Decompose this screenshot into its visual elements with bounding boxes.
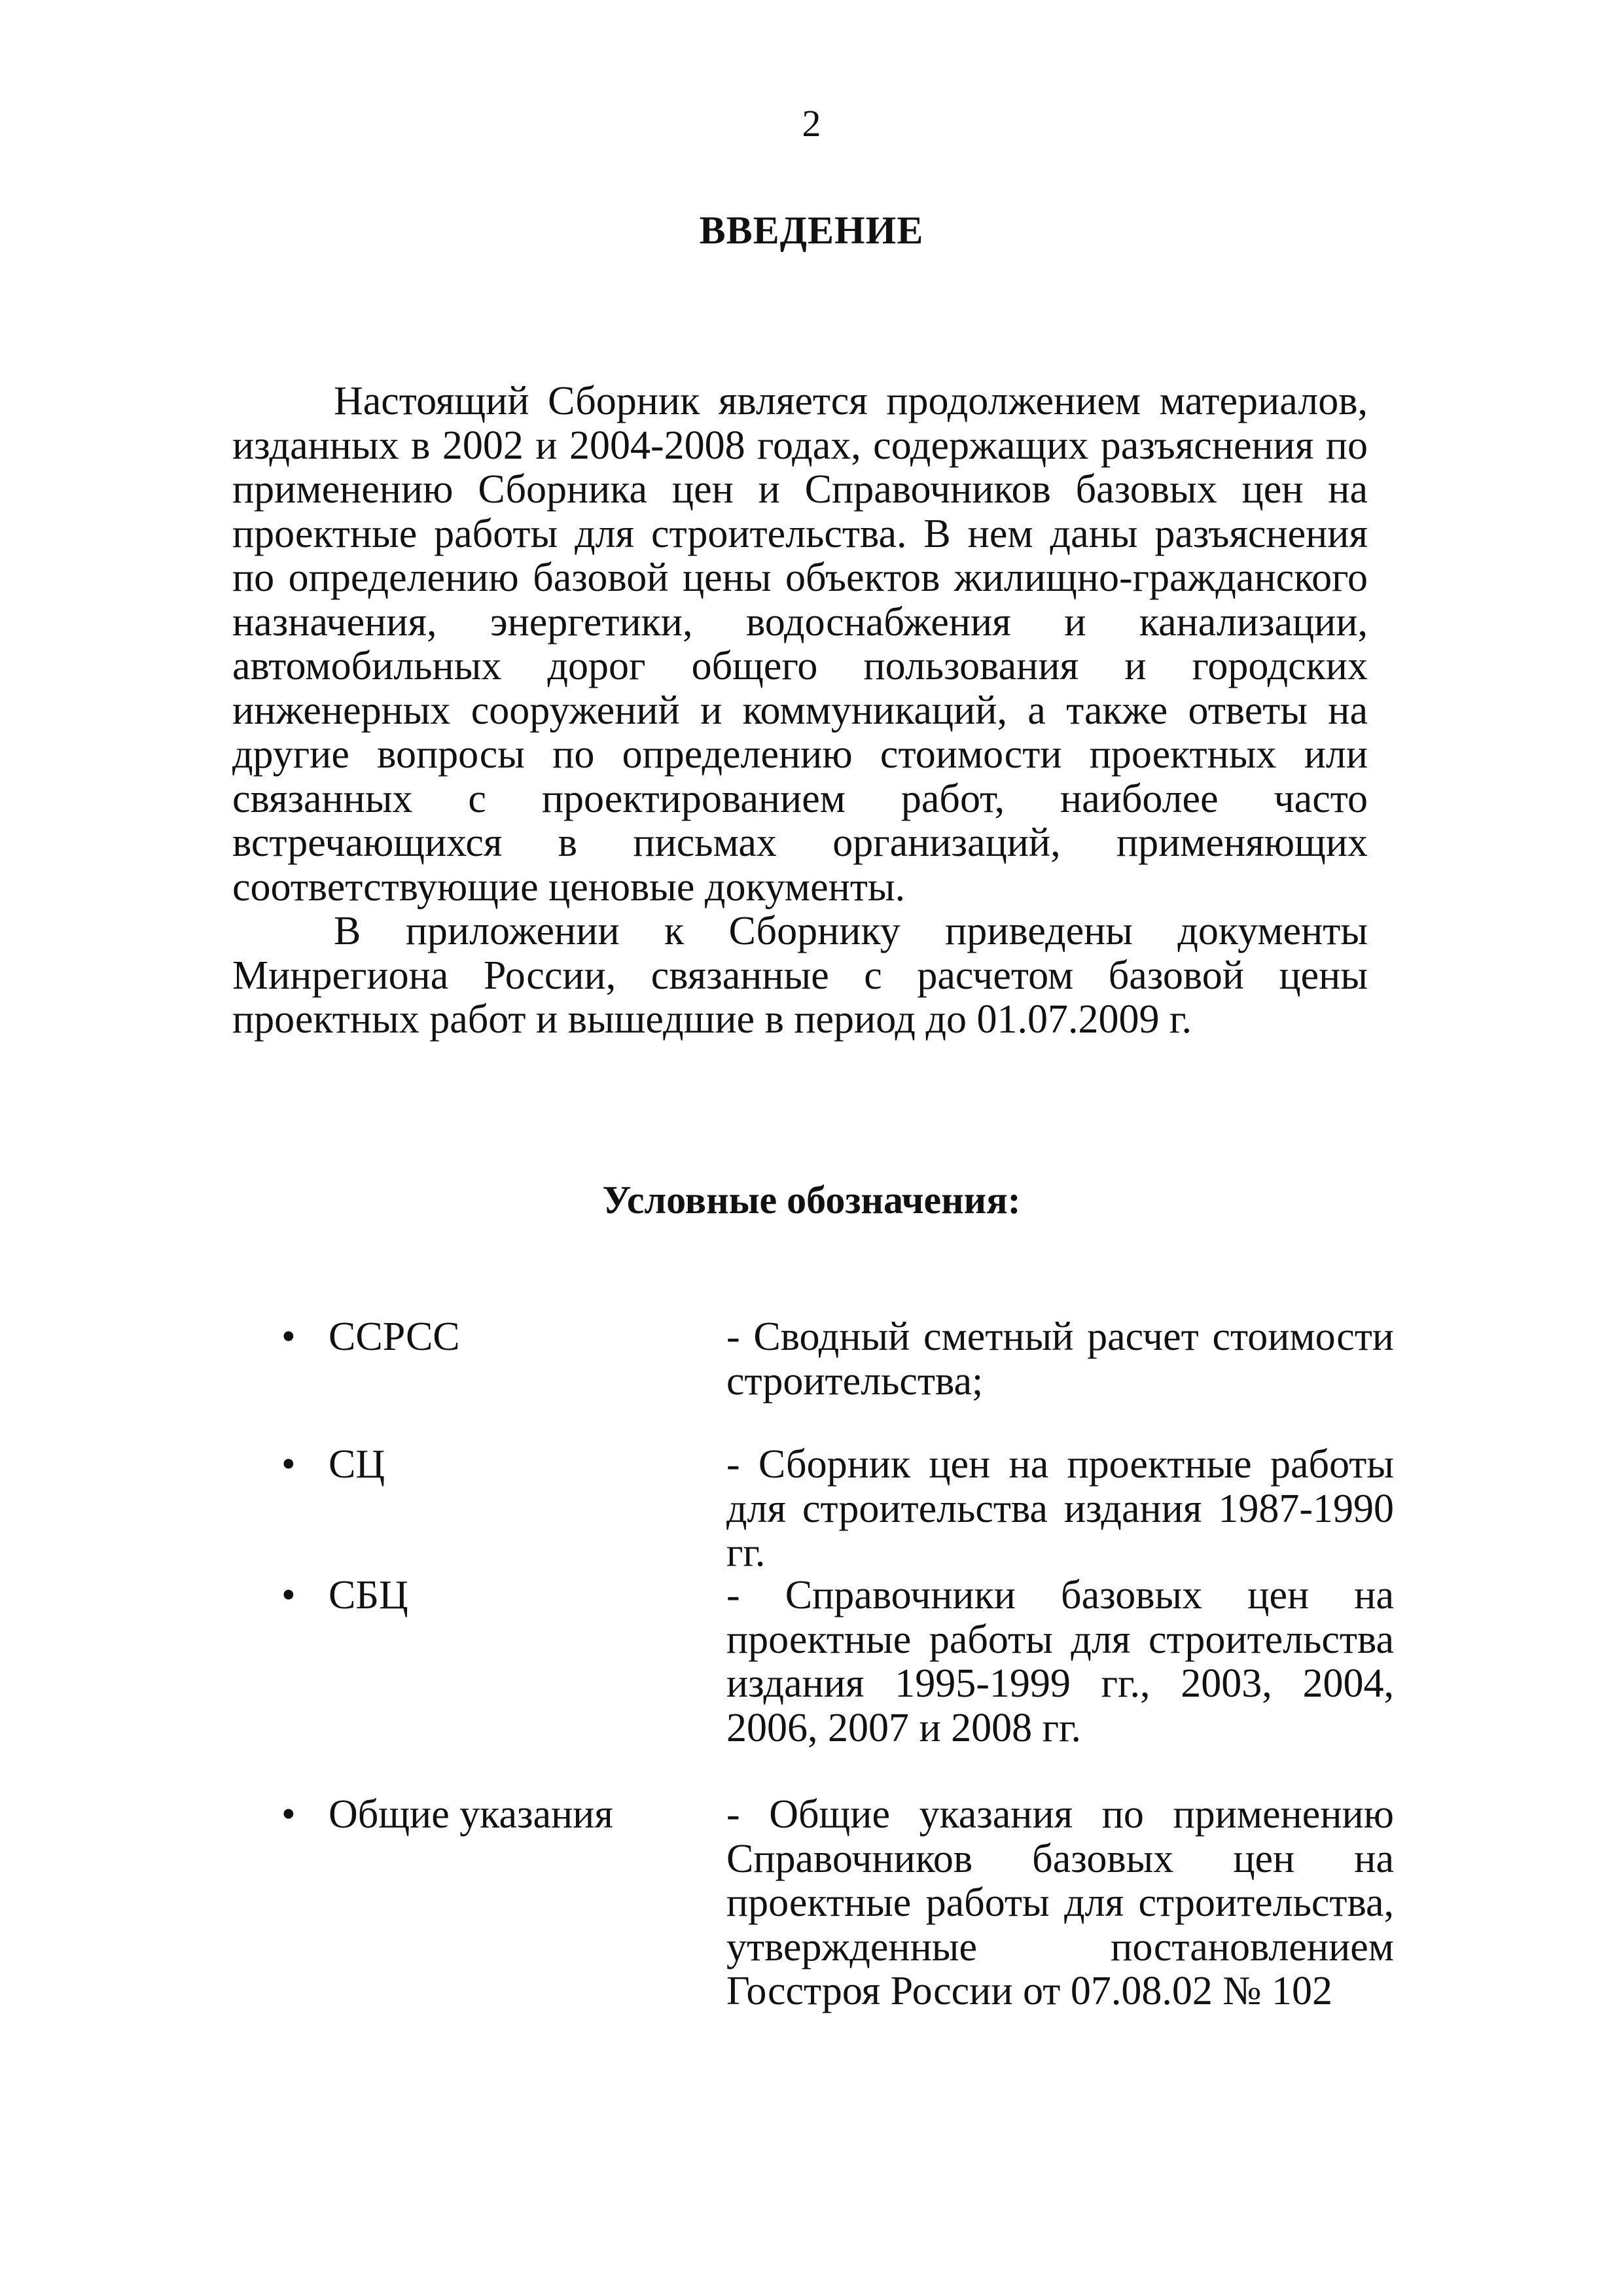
legend-term: СБЦ [329,1573,408,1617]
bullet-icon: • [281,1792,296,1837]
legend-term: СЦ [329,1442,385,1487]
bullet-icon: • [281,1442,296,1487]
legend-term: Общие указания [329,1792,613,1837]
legend-definition: - Общие указания по применению Справочников базовых цен на проектные работы для строительства, утвержденные постановлением Госстроя России от 07.08.02 № 102 [726,1792,1394,2013]
bullet-icon: • [281,1315,296,1359]
intro-paragraph-1: Настоящий Сборник является продолжением материалов, изданных в 2002 и 2004-2008 годах, содержащих разъяснения по применению Сборника цен и Справочников базовых цен на проектные работы для строительства. В нем даны разъяснения по определению базовой цены объектов жилищно-гражданского назначения, энергетики, водоснабжения и канализации, автомобильных дорог общего пользования и городских инженерных сооружений и коммуникаций, а также ответы на другие вопросы по определению стоимости проектных или связанных с проектированием работ, наиболее часто встречающихся в письмах организаций, применяющих соответствующие ценовые документы. [232,379,1368,910]
intro-paragraph-2: В приложении к Сборнику приведены документы Минрегиона России, связанные с расчетом базовой цены проектных работ и вышедшие в период до 01.07.2009 г. [232,909,1368,1042]
bullet-icon: • [281,1573,296,1617]
legend-term: ССРСС [329,1315,460,1359]
legend-title: Условные обозначения: [602,1178,1021,1222]
legend-definition: - Сборник цен на проектные работы для строительства издания 1987-1990 гг. [726,1442,1394,1575]
legend-definition: - Справочники базовых цен на проектные работы для строительства издания 1995-1999 гг., 2003, 2004, 2006, 2007 и 2008 гг. [726,1573,1394,1750]
legend-definition: - Сводный сметный расчет стоимости строительства; [726,1315,1394,1404]
page-number: 2 [802,102,821,145]
section-title: ВВЕДЕНИЕ [699,209,924,252]
intro-text [232,380,1368,1042]
